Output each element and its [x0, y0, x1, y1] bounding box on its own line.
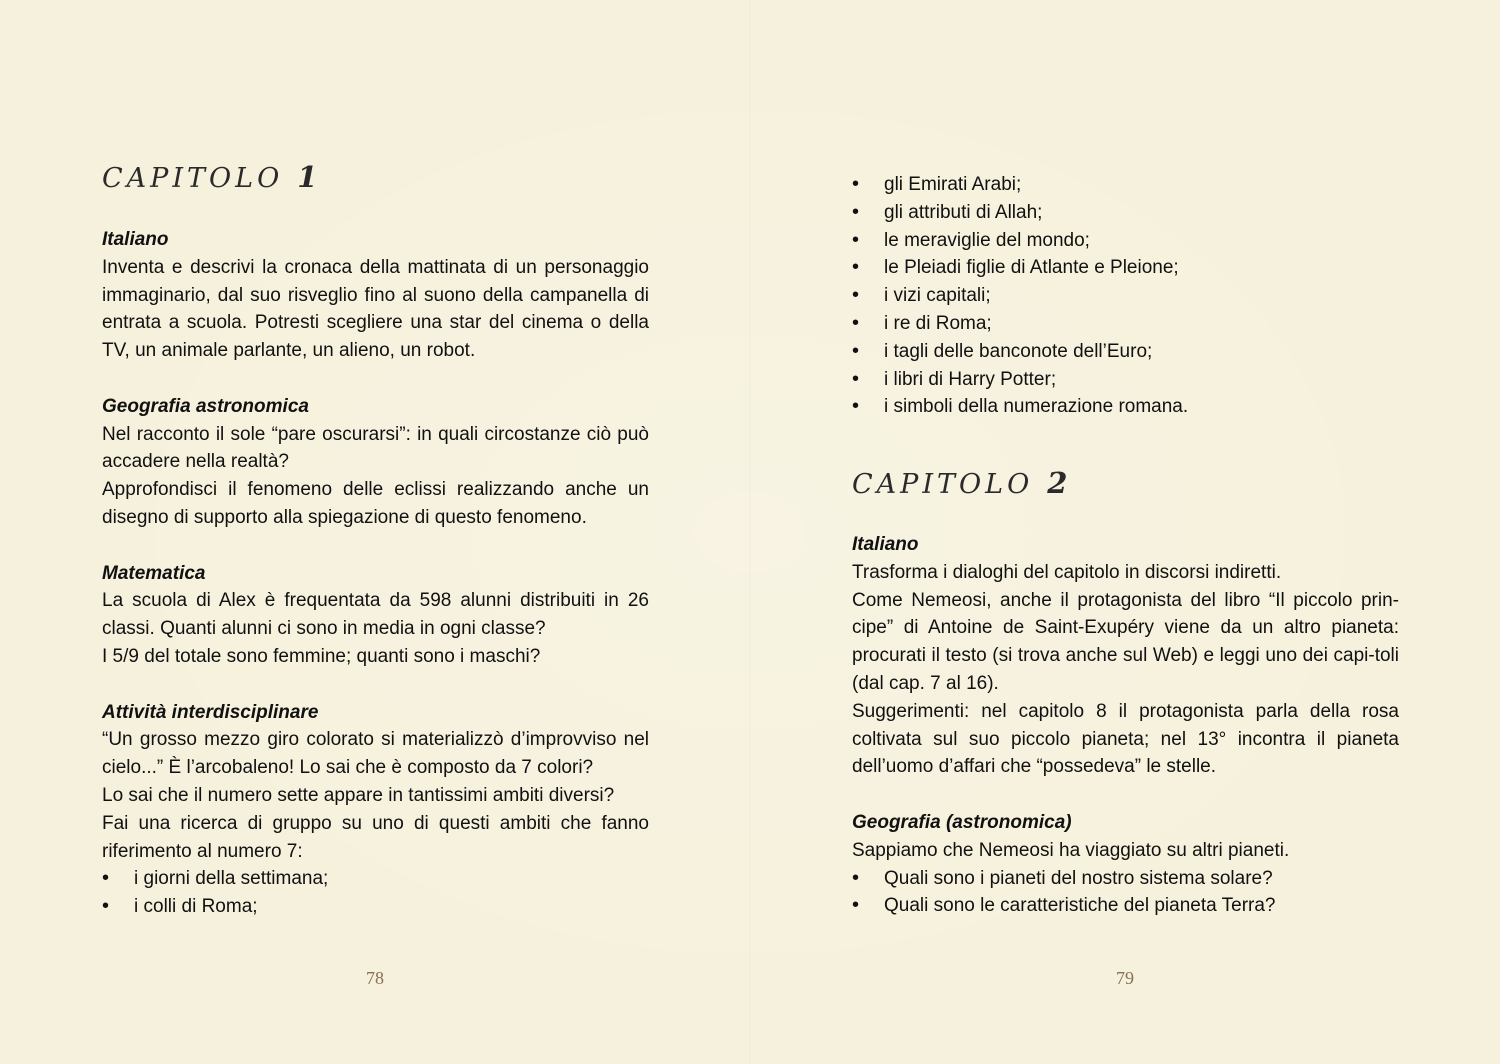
right-page — [750, 0, 1500, 1064]
chapter-title: CAPITOLO — [852, 469, 1034, 500]
list-item: • i simboli della numerazione romana. — [852, 393, 1399, 421]
list-item: • i tagli delle banconote dell’Euro; — [852, 338, 1399, 366]
list-item: • i giorni della settimana; — [102, 865, 649, 893]
list-item: • gli Emirati Arabi; — [852, 171, 1399, 199]
section-heading-geografia: Geografia astronomica — [102, 395, 309, 417]
section-heading-geografia: Geografia (astronomica) — [852, 811, 1072, 833]
bullet-list — [852, 171, 1399, 421]
chapter-title: CAPITOLO — [102, 163, 284, 194]
section-text-italiano-1: Trasforma i dialoghi del capitolo in discorsi indiretti. — [852, 561, 1282, 583]
section-text-geografia-1: Nel racconto il sole “pare oscurarsi”: in quali circostanze ciò può accadere nella realtà? — [102, 423, 649, 473]
chapter-number: 2 — [1047, 466, 1072, 500]
chapter-number: 1 — [297, 160, 322, 194]
page-number: 79 — [1116, 968, 1134, 988]
list-item: • i libri di Harry Potter; — [852, 366, 1399, 394]
section-text-attivita-3: Fai una ricerca di gruppo su uno di questi ambiti che fanno riferimento al numero 7: — [102, 812, 649, 862]
right-list-top — [852, 171, 1399, 421]
list-item: • i colli di Roma; — [102, 893, 649, 921]
left-body — [102, 226, 649, 921]
section-text-geografia-2: Approfondisci il fenomeno delle eclissi realizzando anche un disegno di supporto alla spiegazione di questo fenomeno. — [102, 479, 649, 528]
list-item: • le Pleiadi figlie di Atlante e Pleione; — [852, 254, 1399, 282]
right-body — [852, 531, 1399, 920]
list-item: • i re di Roma; — [852, 310, 1399, 338]
list-item: • i vizi capitali; — [852, 282, 1399, 310]
bullet-list — [102, 865, 649, 921]
section-text-italiano: Inventa e descrivi la cronaca della mattinata di un personaggio immaginario, dal suo risveglio fino al suono della campanella di entrata a scuola. Potresti scegliere una star del cinema o della TV, un animale parlante, un alieno, un robot. — [102, 256, 649, 362]
section-heading-attivita: Attività interdisciplinare — [102, 701, 319, 723]
section-heading-italiano: Italiano — [852, 534, 919, 555]
list-item: • gli attributi di Allah; — [852, 199, 1399, 227]
list-item: • Quali sono i pianeti del nostro sistema solare? — [852, 865, 1399, 893]
section-text-geografia: Sappiamo che Nemeosi ha viaggiato su altri pianeti. — [852, 839, 1290, 861]
chapter-heading — [102, 160, 321, 200]
bullet-list — [852, 865, 1399, 921]
section-text-matematica-2: I 5/9 del totale sono femmine; quanti sono i maschi? — [102, 645, 541, 667]
section-text-italiano-2: Come Nemeosi, anche il protagonista del libro “Il piccolo prin-cipe” di Antoine de Saint-Exupéry viene da un altro pianeta: procurati il testo (si trova anche sul Web) e leggi uno dei capi-toli (dal cap. 7 al 16). — [852, 589, 1399, 694]
section-text-attivita-1: “Un grosso mezzo giro colorato si materializzò d’improvviso nel cielo...” È l’arcobaleno! Lo sai che è composto da 7 colori? — [102, 729, 649, 779]
section-text-attivita-2: Lo sai che il numero sette appare in tantissimi ambiti diversi? — [102, 784, 615, 806]
section-heading-matematica: Matematica — [102, 562, 206, 584]
section-heading-italiano: Italiano — [102, 229, 169, 250]
section-text-matematica-1: La scuola di Alex è frequentata da 598 alunni distribuiti in 26 classi. Quanti alunni ci sono in media in ogni classe? — [102, 590, 649, 640]
chapter-heading — [852, 466, 1071, 506]
list-item: • Quali sono le caratteristiche del pianeta Terra? — [852, 892, 1399, 920]
page-number: 78 — [366, 968, 384, 988]
section-text-italiano-3: Suggerimenti: nel capitolo 8 il protagonista parla della rosa coltivata sul suo piccolo pianeta; nel 13° incontra il pianeta dell’uomo d’affari che “possedeva” le stelle. — [852, 700, 1399, 778]
list-item: • le meraviglie del mondo; — [852, 227, 1399, 255]
